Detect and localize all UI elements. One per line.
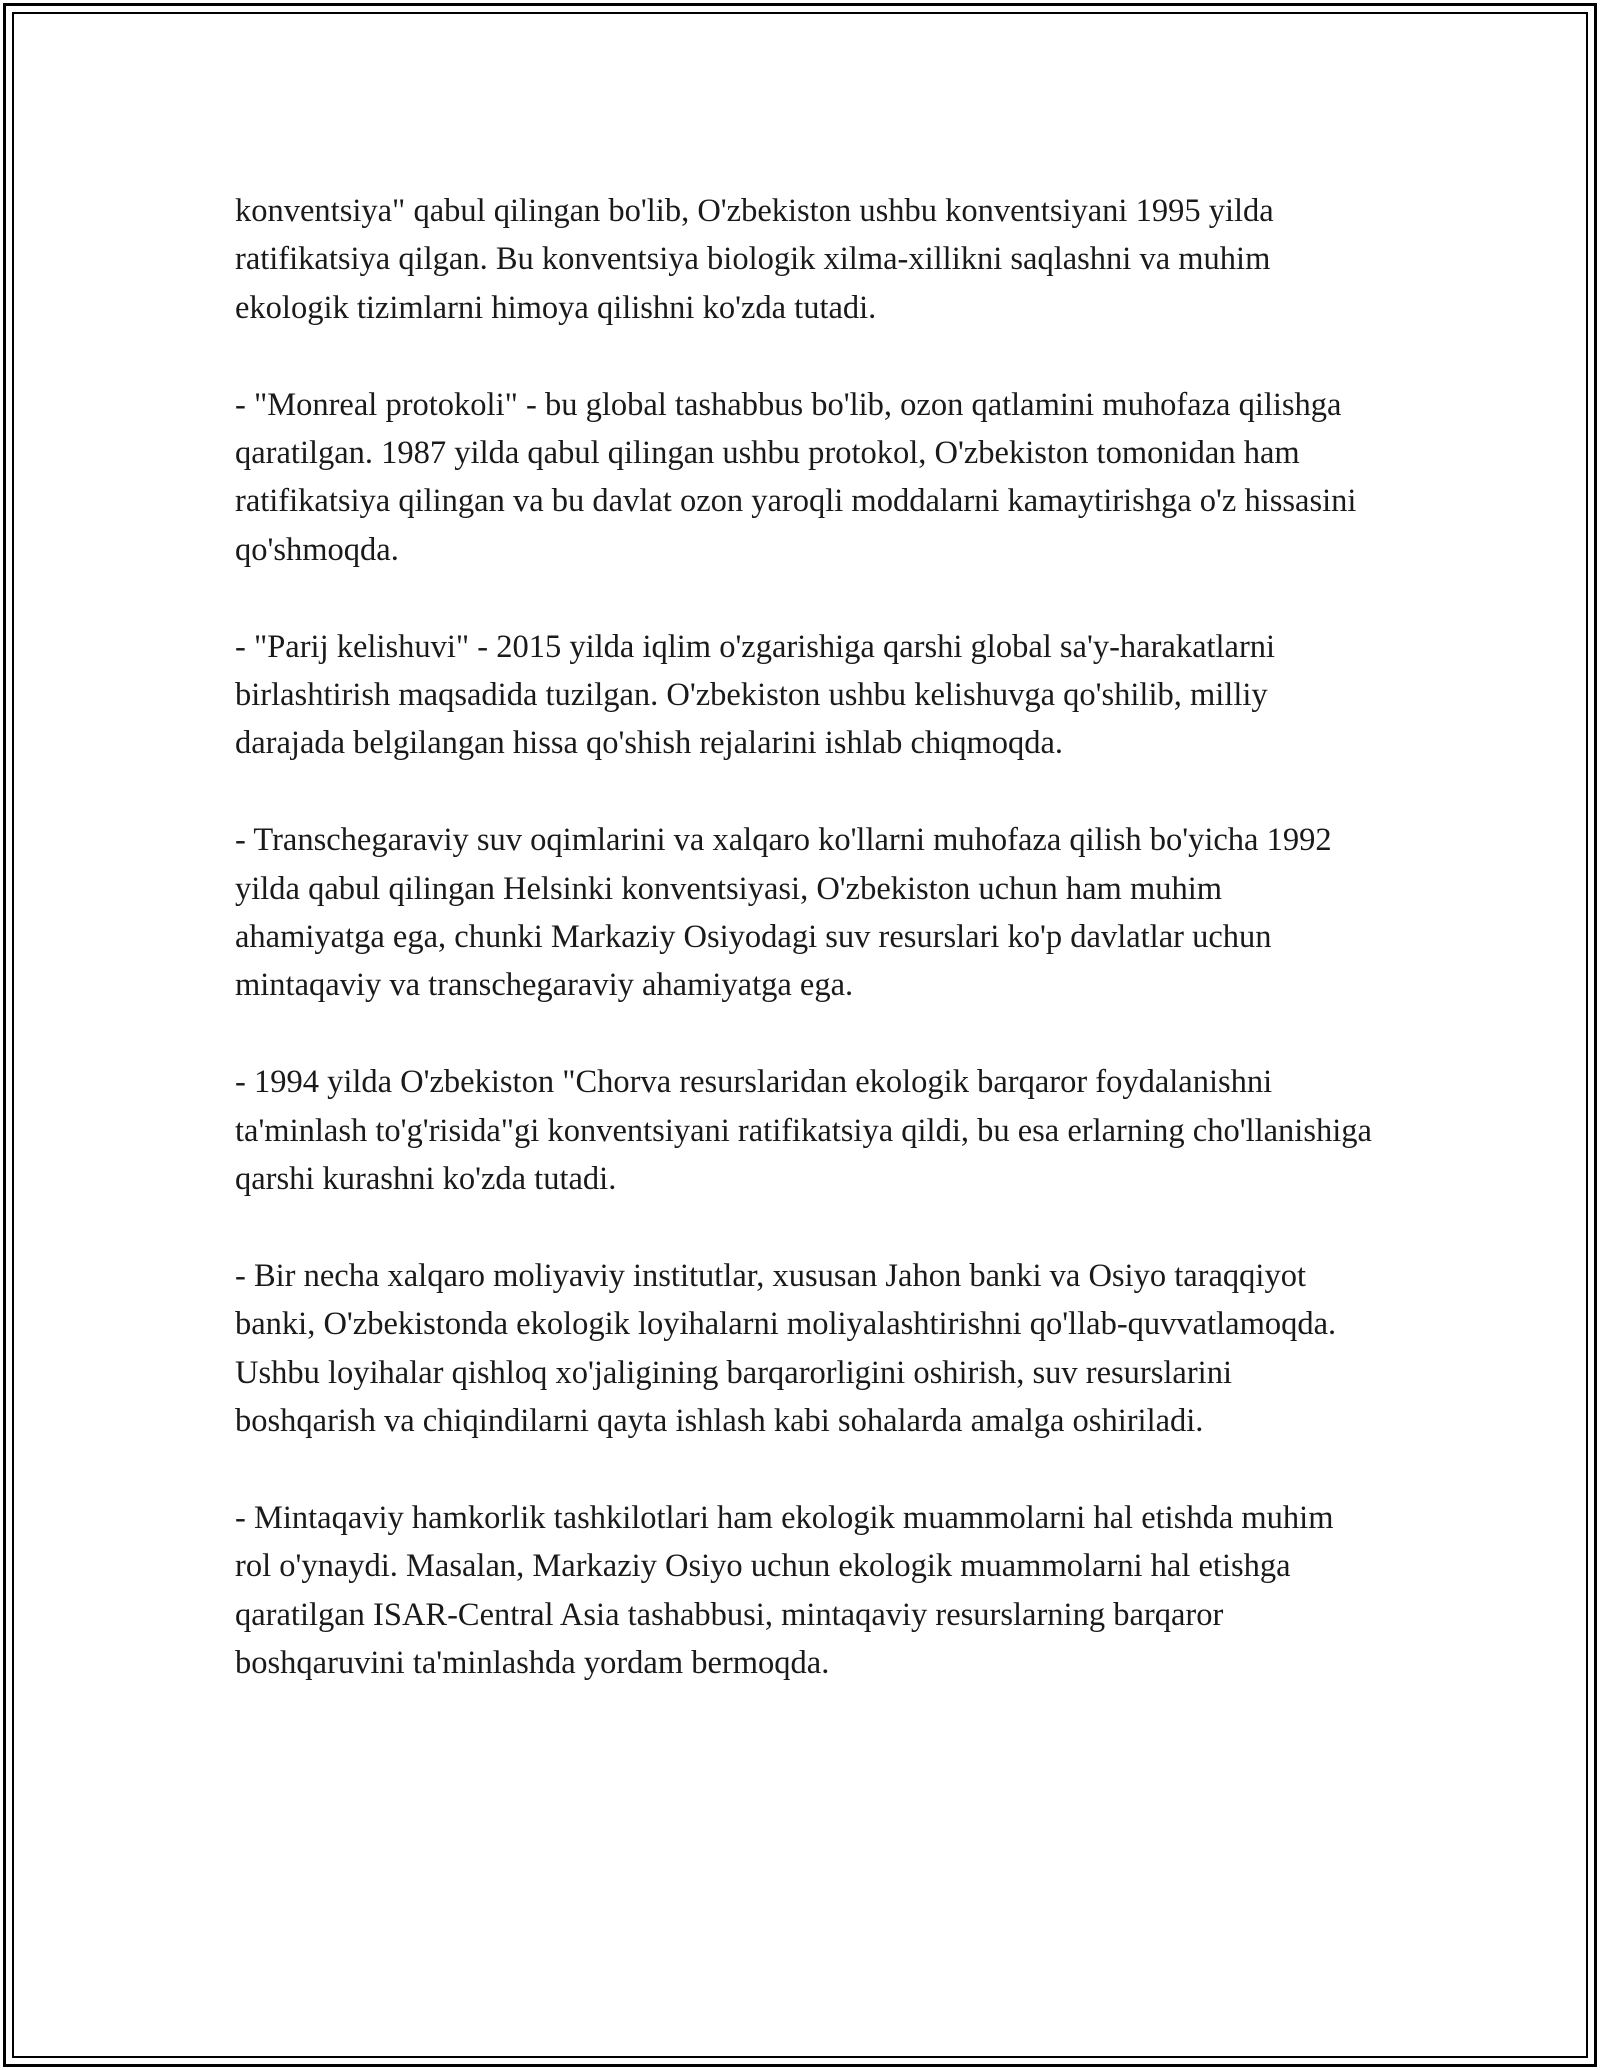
paragraph-financial-institutions: - Bir necha xalqaro moliyaviy institutlar, xususan Jahon banki va Osiyo taraqqiyot banki, O'zbekistonda ekologik loyihalarni moliyalashtirishni qo'llab-quvvatlamoqda. Ushbu loyihalar qishloq xo'jaligining barqarorligini oshirish, suv resurslarini boshqarish va chiqindilarni qayta ishlash kabi sohalarda amalga oshiriladi. [235,1257,1337,1440]
paragraph-helsinki-convention: - Transchegaraviy suv oqimlarini va xalqaro ko'llarni muhofaza qilish bo'yicha 1992 yilda qabul qilingan Helsinki konventsiyasi, O'zbekiston uchun ham muhim ahamiyatga ega, chunki Markaziy Osiyodagi suv resurslari ko'p davlatlar uchun mintaqaviy va transchegaraviy ahamiyatga ega. [235,822,1332,1004]
document-body [235,187,1375,1688]
paragraph-montreal-protocol: - "Monreal protokoli" - bu global tashabbus bo'lib, ozon qatlamini muhofaza qilishga qaratilgan. 1987 yilda qabul qilingan ushbu protokol, O'zbekiston tomonidan ham ratifikatsiya qilingan va bu davlat ozon yaroqli moddalarni kamaytirishga o'z hissasini qo'shmoqda. [235,386,1357,568]
paragraph-biodiversity-convention: konventsiya" qabul qilingan bo'lib, O'zbekiston ushbu konventsiyani 1995 yilda ratifikatsiya qilgan. Bu konventsiya biologik xilma-xillikni saqlashni va muhim ekologik tizimlarni himoya qilishni ko'zda tutadi. [235,193,1274,326]
paragraph-regional-cooperation: - Mintaqaviy hamkorlik tashkilotlari ham ekologik muammolarni hal etishda muhim rol o'ynaydi. Masalan, Markaziy Osiyo uchun ekologik muammolarni hal etishga qaratilgan ISAR-Central Asia tashabbusi, mintaqaviy resurslarning barqaror boshqaruvini ta'minlashda yordam bermoqda. [235,1499,1334,1682]
paragraph-desertification-convention: - 1994 yilda O'zbekiston "Chorva resurslaridan ekologik barqaror foydalanishni ta'minlash to'g'risida"gi konventsiyani ratifikatsiya qildi, bu esa erlarning cho'llanishiga qarshi kurashni ko'zda tutadi. [235,1064,1372,1198]
paragraph-paris-agreement: - "Parij kelishuvi" - 2015 yilda iqlim o'zgarishiga qarshi global sa'y-harakatlarni birlashtirish maqsadida tuzilgan. O'zbekiston ushbu kelishuvga qo'shilib, milliy darajada belgilangan hissa qo'shish rejalarini ishlab chiqmoqda. [235,628,1276,762]
